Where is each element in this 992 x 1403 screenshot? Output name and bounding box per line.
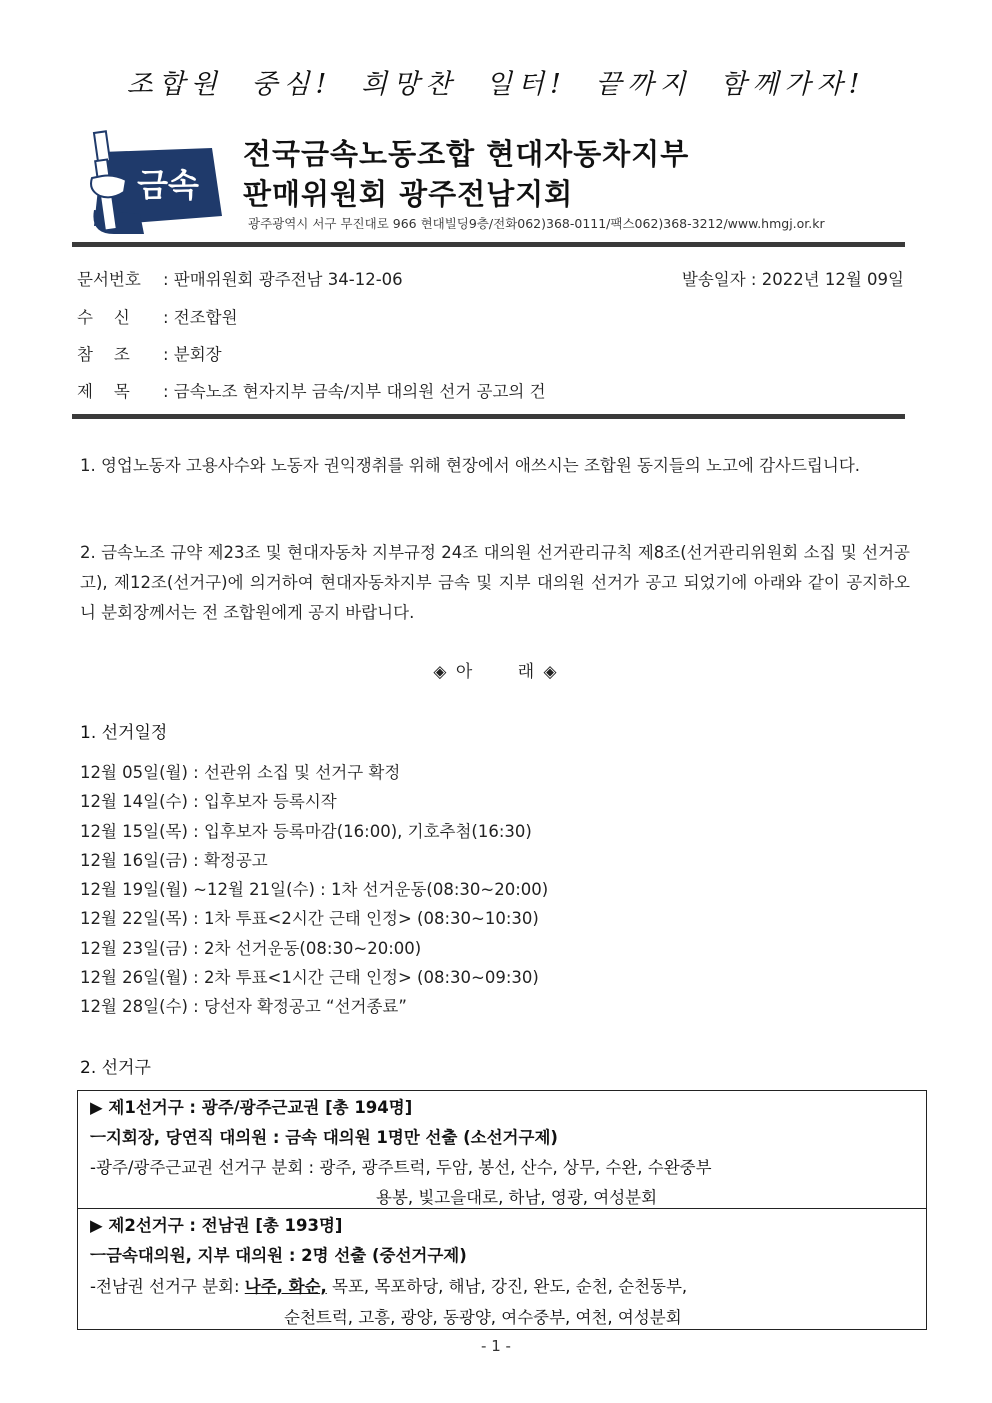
schedule-item: 12월 14일(수) : 입후보자 등록시작 <box>80 792 337 812</box>
doc-number-row <box>77 266 403 290</box>
district-1-heading: ▶ 제1선거구 : 광주/광주근교권 [총 194명] <box>90 1098 413 1117</box>
notice-heading-left: ◈ 아 <box>433 662 475 682</box>
recipient-value: : 전조합원 <box>163 308 238 327</box>
notice-heading <box>0 657 992 682</box>
notice-heading-right: 래 ◈ <box>517 662 559 682</box>
logo-text: 금속 <box>137 166 199 204</box>
header-divider <box>72 242 905 247</box>
reference-value: : 분회장 <box>163 345 222 364</box>
doc-number-label: 문서번호 <box>77 270 141 289</box>
district-1-branches: -광주/광주근교권 선거구 분회 : 광주, 광주트럭, 두암, 봉선, 산수, 상무, 수완, 수완중부 <box>90 1158 712 1177</box>
district-2-branches-prefix: -전남권 선거구 분회: <box>90 1277 245 1296</box>
meta-divider <box>72 414 905 419</box>
paragraph-1: 1. 영업노동자 고용사수와 노동자 권익쟁취를 위해 현장에서 애쓰시는 조합원 동지들의 노고에 감사드립니다. <box>80 456 860 475</box>
district-2-branches-cont: 순천트럭, 고흥, 광양, 동광양, 여수중부, 여천, 여성분회 <box>284 1308 682 1327</box>
slogan: 조합원 중심! 희망찬 일터! 끝까지 함께가자! <box>126 69 866 100</box>
schedule-item: 12월 16일(금) : 확정공고 <box>80 850 268 870</box>
district-1-rule: ㅡ지회장, 당연직 대의원 : 금속 대의원 1명만 선출 (소선거구제) <box>90 1128 558 1147</box>
reference-row <box>77 341 222 365</box>
schedule-item: 12월 22일(목) : 1차 투표<2시간 근태 인정> (08:30~10:30) <box>80 909 539 929</box>
district-2-cell <box>78 1209 926 1329</box>
districts-table <box>77 1090 927 1330</box>
send-date: 발송일자 : 2022년 12월 09일 <box>681 270 904 289</box>
district-1-cell <box>78 1091 926 1209</box>
schedule-item: 12월 15일(목) : 입후보자 등록마감(16:00), 기호추첨(16:30) <box>80 821 532 841</box>
org-address: 광주광역시 서구 무진대로 966 현대빌딩9층/전화062)368-0111/팩스062)368-3212/www.hmgj.or.kr <box>248 216 825 231</box>
paragraph-2: 2. 금속노조 규약 제23조 및 현대자동차 지부규정 24조 대의원 선거관리규칙 제8조(선거관리위원회 소집 및 선거공고), 제12조(선거구)에 의거하여 현대자동차지부 금속 및 지부 대의원 선거가 공고 되었기에 아래와 같이 공지하오니 분회장께서는 전 조합원에게 공지 바랍니다. <box>80 543 910 622</box>
page-number: - 1 - <box>481 1337 511 1355</box>
district-2-branches-rest: 목포, 목포하당, 해남, 강진, 완도, 순천, 순천동부, <box>326 1277 688 1296</box>
subject-row <box>77 378 546 402</box>
union-logo <box>84 130 224 242</box>
recipient-row <box>77 304 238 328</box>
district-2-rule: ㅡ금속대의원, 지부 대의원 : 2명 선출 (중선거구제) <box>90 1246 467 1265</box>
district-2-branches-underlined: 나주, 화순, <box>244 1277 327 1296</box>
recipient-label: 수 신 <box>77 308 130 327</box>
reference-label: 참 조 <box>77 345 130 364</box>
districts-title: 2. 선거구 <box>80 1058 151 1078</box>
schedule-item: 12월 23일(금) : 2차 선거운동(08:30~20:00) <box>80 938 422 958</box>
schedule-item: 12월 28일(수) : 당선자 확정공고 “선거종료” <box>80 997 407 1017</box>
org-name-line2: 판매위원회 광주전남지회 <box>243 177 574 211</box>
org-name-line1: 전국금속노동조합 현대자동차지부 <box>243 137 690 171</box>
schedule-list <box>80 758 548 1022</box>
schedule-item: 12월 19일(월) ~12월 21일(수) : 1차 선거운동(08:30~20:00) <box>80 880 549 900</box>
subject-value: : 금속노조 현자지부 금속/지부 대의원 선거 공고의 건 <box>163 382 546 401</box>
schedule-title: 1. 선거일정 <box>80 723 168 743</box>
schedule-item: 12월 05일(월) : 선관위 소집 및 선거구 확정 <box>80 763 401 782</box>
district-2-branches <box>90 1273 687 1297</box>
schedule-item: 12월 26일(월) : 2차 투표<1시간 근태 인정> (08:30~09:30) <box>80 968 539 988</box>
subject-label: 제 목 <box>77 382 130 401</box>
district-1-branches-cont: 용봉, 빛고을대로, 하남, 영광, 여성분회 <box>376 1188 658 1207</box>
district-2-heading: ▶ 제2선거구 : 전남권 [총 193명] <box>90 1216 343 1235</box>
doc-number-value: : 판매위원회 광주전남 34-12-06 <box>163 270 403 289</box>
